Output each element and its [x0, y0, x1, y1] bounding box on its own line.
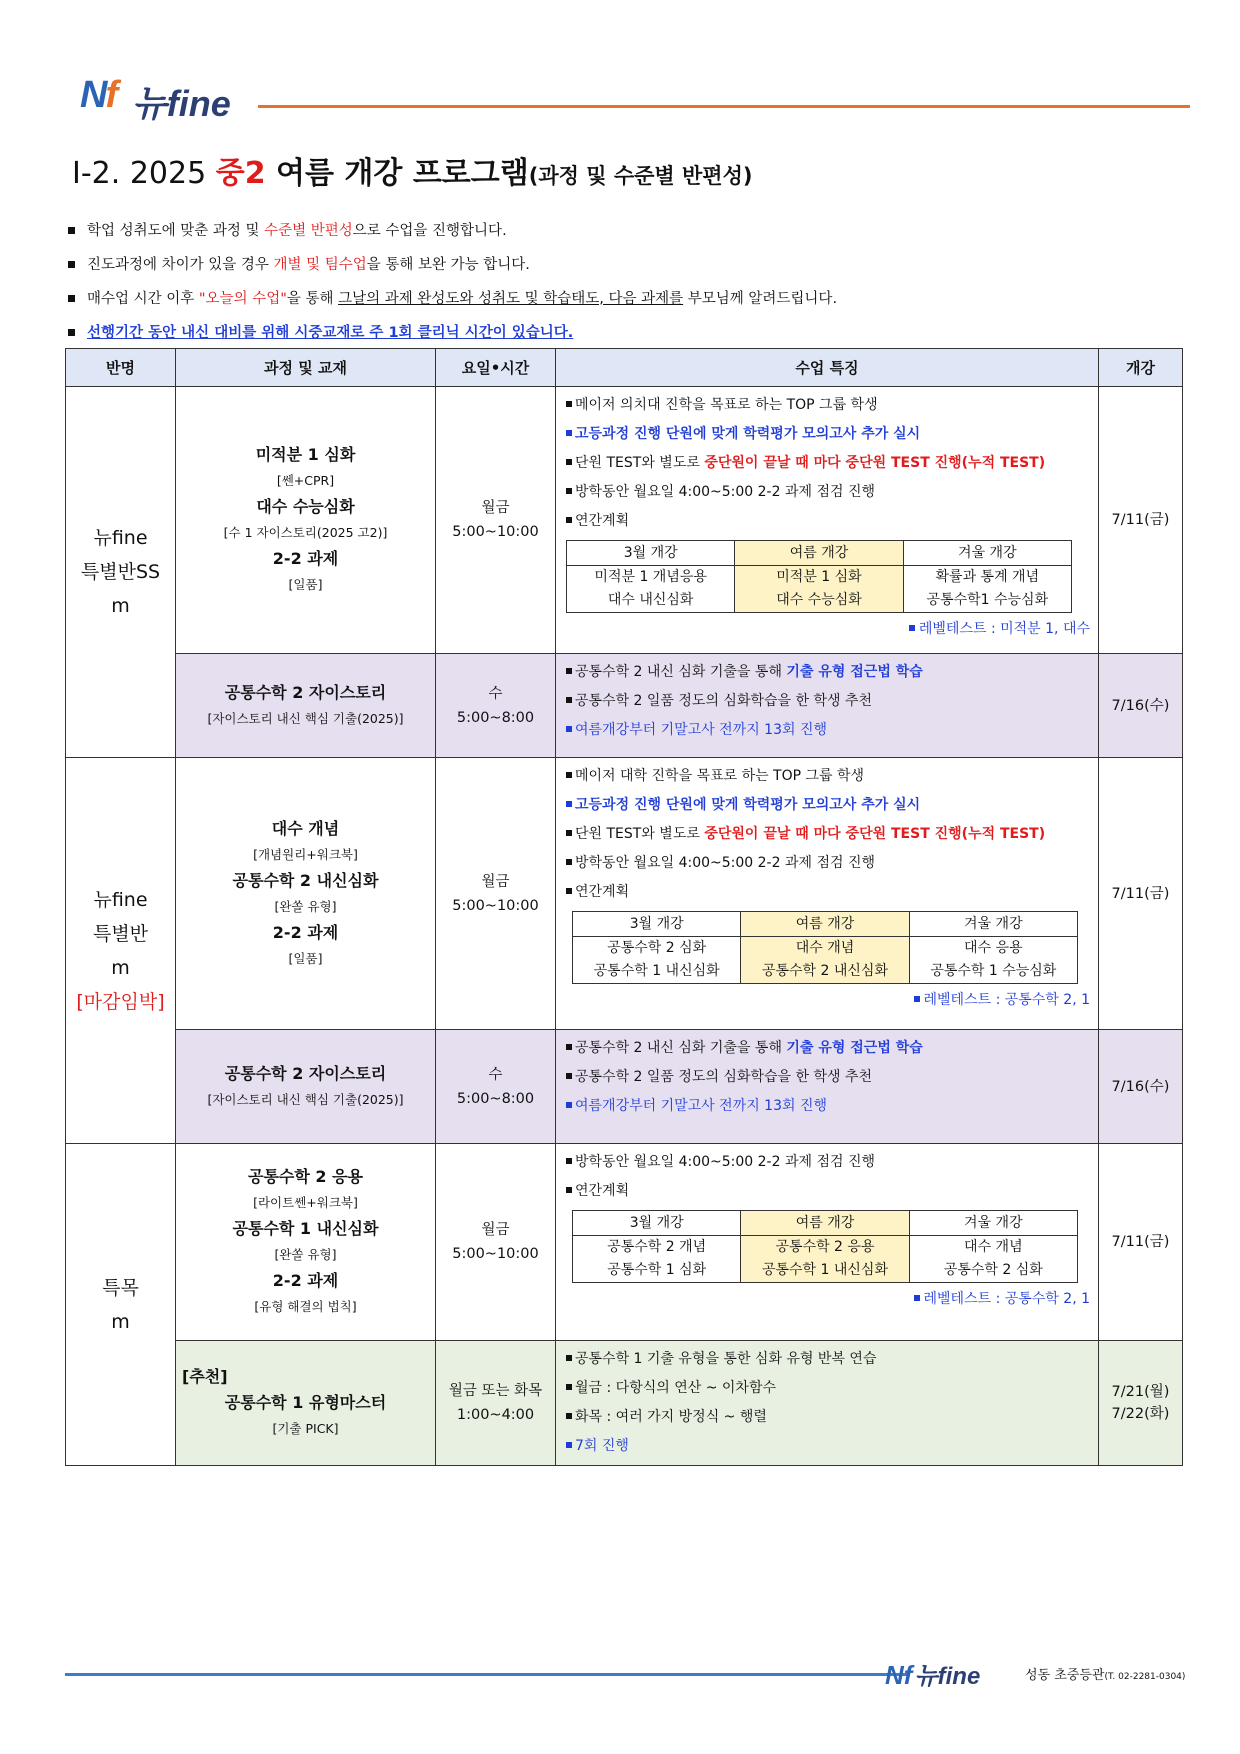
course-cell: 공통수학 2 응용 [라이트쎈+워크북] 공통수학 1 내신심화 [완쏠 유형] 2-2 과제 [유형 해결의 법칙] — [176, 1144, 436, 1341]
logo-mark: Nf — [80, 74, 117, 116]
table-row — [66, 387, 1183, 654]
header-divider — [258, 105, 1190, 108]
header-course: 과정 및 교재 — [176, 349, 436, 387]
feature-cell: 메이저 대학 진학을 목표로 하는 TOP 그룹 학생 고등과정 진행 단원에 맞게 학력평가 모의고사 추가 실시 단원 TEST와 별도로 중단원이 끝날 때 마다 중단원 TEST 진행(누적 TEST) 방학동안 월요일 4:00~5:00 2-2 과제 점검 진행 연간계획 3월 개강 여름 개강 겨울 개강 공통수학 2 심화 공통수학 1 내신심화 대수 개념 공통수학 2 내신심화 대수 응용 공통수학 1 수능심화 레벨테스트 : 공통수학 2, 1 — [556, 758, 1099, 1030]
time-cell: 수 5:00~8:00 — [436, 1030, 556, 1144]
program-table — [65, 348, 1183, 1466]
course-cell: 공통수학 2 자이스토리 [자이스토리 내신 핵심 기출(2025)] — [176, 654, 436, 758]
open-date: 7/11(금) — [1099, 387, 1183, 654]
table-row — [66, 654, 1183, 758]
notice-item: 학업 성취도에 맞춘 과정 및 수준별 반편성으로 수업을 진행합니다. — [68, 214, 1168, 248]
footer-contact: 성동 초중등관(T. 02-2281-0304) — [1025, 1668, 1186, 1683]
page-title: Ⅰ-2. 2025 중2 여름 개강 프로그램(과정 및 수준별 반편성) — [72, 156, 753, 191]
time-cell: 월금 5:00~10:00 — [436, 1144, 556, 1341]
annual-plan-table: 3월 개강 여름 개강 겨울 개강 미적분 1 개념응용 대수 내신심화 미적분 1 심화 대수 수능심화 확률과 통계 개념 공통수학1 수능심화 — [566, 540, 1072, 613]
time-cell: 수 5:00~8:00 — [436, 654, 556, 758]
notice-list — [68, 214, 1168, 350]
time-cell: 월금 5:00~10:00 — [436, 387, 556, 654]
class-name: 뉴fine 특별반SS m — [66, 387, 176, 758]
notice-item: 진도과정에 차이가 있을 경우 개별 및 팀수업을 통해 보완 가능 합니다. — [68, 248, 1168, 282]
class-name: 뉴fine 특별반 m [마감임박] — [66, 758, 176, 1144]
page-footer — [65, 1652, 1186, 1692]
open-date: 7/16(수) — [1099, 654, 1183, 758]
table-row — [66, 1144, 1183, 1341]
level-test-note: 레벨테스트 : 공통수학 2, 1 — [566, 1287, 1092, 1311]
table-row — [66, 1030, 1183, 1144]
feature-cell: 메이저 의치대 진학을 목표로 하는 TOP 그룹 학생 고등과정 진행 단원에 맞게 학력평가 모의고사 추가 실시 단원 TEST와 별도로 중단원이 끝날 때 마다 중단원 TEST 진행(누적 TEST) 방학동안 월요일 4:00~5:00 2-2 과제 점검 진행 연간계획 3월 개강 여름 개강 겨울 개강 미적분 1 개념응용 대수 내신심화 미적분 1 심화 대수 수능심화 확률과 통계 개념 공통수학1 수능심화 레벨테스트 : 미적분 1, 대수 — [556, 387, 1099, 654]
course-cell: [추천] 공통수학 1 유형마스터 [기출 PICK] — [176, 1341, 436, 1466]
footer-logo: Nf뉴fine — [885, 1660, 981, 1690]
open-date: 7/11(금) — [1099, 1144, 1183, 1341]
time-cell: 월금 또는 화목 1:00~4:00 — [436, 1341, 556, 1466]
header-open: 개강 — [1099, 349, 1183, 387]
logo-text: 뉴fine — [132, 83, 231, 124]
course-cell: 미적분 1 심화 [쎈+CPR] 대수 수능심화 [수 1 자이스토리(2025 고2)] 2-2 과제 [일품] — [176, 387, 436, 654]
header-name: 반명 — [66, 349, 176, 387]
feature-cell: 공통수학 1 기출 유형을 통한 심화 유형 반복 연습 월금 : 다항식의 연산 ~ 이차함수 화목 : 여러 가지 방정식 ~ 행렬 7회 진행 — [556, 1341, 1099, 1466]
annual-plan-table: 3월 개강 여름 개강 겨울 개강 공통수학 2 심화 공통수학 1 내신심화 대수 개념 공통수학 2 내신심화 대수 응용 공통수학 1 수능심화 — [572, 911, 1078, 984]
table-row — [66, 758, 1183, 1030]
open-date: 7/21(월) 7/22(화) — [1099, 1341, 1183, 1466]
page-header — [80, 72, 1190, 122]
level-test-note: 레벨테스트 : 공통수학 2, 1 — [566, 988, 1092, 1012]
time-cell: 월금 5:00~10:00 — [436, 758, 556, 1030]
course-cell: 대수 개념 [개념원리+워크북] 공통수학 2 내신심화 [완쏠 유형] 2-2 과제 [일품] — [176, 758, 436, 1030]
feature-cell: 방학동안 월요일 4:00~5:00 2-2 과제 점검 진행 연간계획 3월 개강 여름 개강 겨울 개강 공통수학 2 개념 공통수학 1 심화 공통수학 2 응용 공통수학 1 내신심화 대수 개념 공통수학 2 심화 레벨테스트 : 공통수학 2, 1 — [556, 1144, 1099, 1341]
table-header-row — [66, 349, 1183, 387]
footer-divider — [65, 1673, 910, 1676]
open-date: 7/11(금) — [1099, 758, 1183, 1030]
annual-plan-table: 3월 개강 여름 개강 겨울 개강 공통수학 2 개념 공통수학 1 심화 공통수학 2 응용 공통수학 1 내신심화 대수 개념 공통수학 2 심화 — [572, 1210, 1078, 1283]
level-test-note: 레벨테스트 : 미적분 1, 대수 — [566, 617, 1092, 641]
notice-item: 선행기간 동안 내신 대비를 위해 시중교재로 주 1회 클리닉 시간이 있습니다. — [68, 316, 1168, 350]
course-cell: 공통수학 2 자이스토리 [자이스토리 내신 핵심 기출(2025)] — [176, 1030, 436, 1144]
header-feat: 수업 특징 — [556, 349, 1099, 387]
feature-cell: 공통수학 2 내신 심화 기출을 통해 기출 유형 접근법 학습 공통수학 2 일품 정도의 심화학습을 한 학생 추천 여름개강부터 기말고사 전까지 13회 진행 — [556, 654, 1099, 758]
open-date: 7/16(수) — [1099, 1030, 1183, 1144]
feature-cell: 공통수학 2 내신 심화 기출을 통해 기출 유형 접근법 학습 공통수학 2 일품 정도의 심화학습을 한 학생 추천 여름개강부터 기말고사 전까지 13회 진행 — [556, 1030, 1099, 1144]
class-name: 특목 m — [66, 1144, 176, 1466]
header-time: 요일•시간 — [436, 349, 556, 387]
table-row — [66, 1341, 1183, 1466]
notice-item: 매수업 시간 이후 "오늘의 수업"을 통해 그날의 과제 완성도와 성취도 및 학습태도, 다음 과제를 부모님께 알려드립니다. — [68, 282, 1168, 316]
